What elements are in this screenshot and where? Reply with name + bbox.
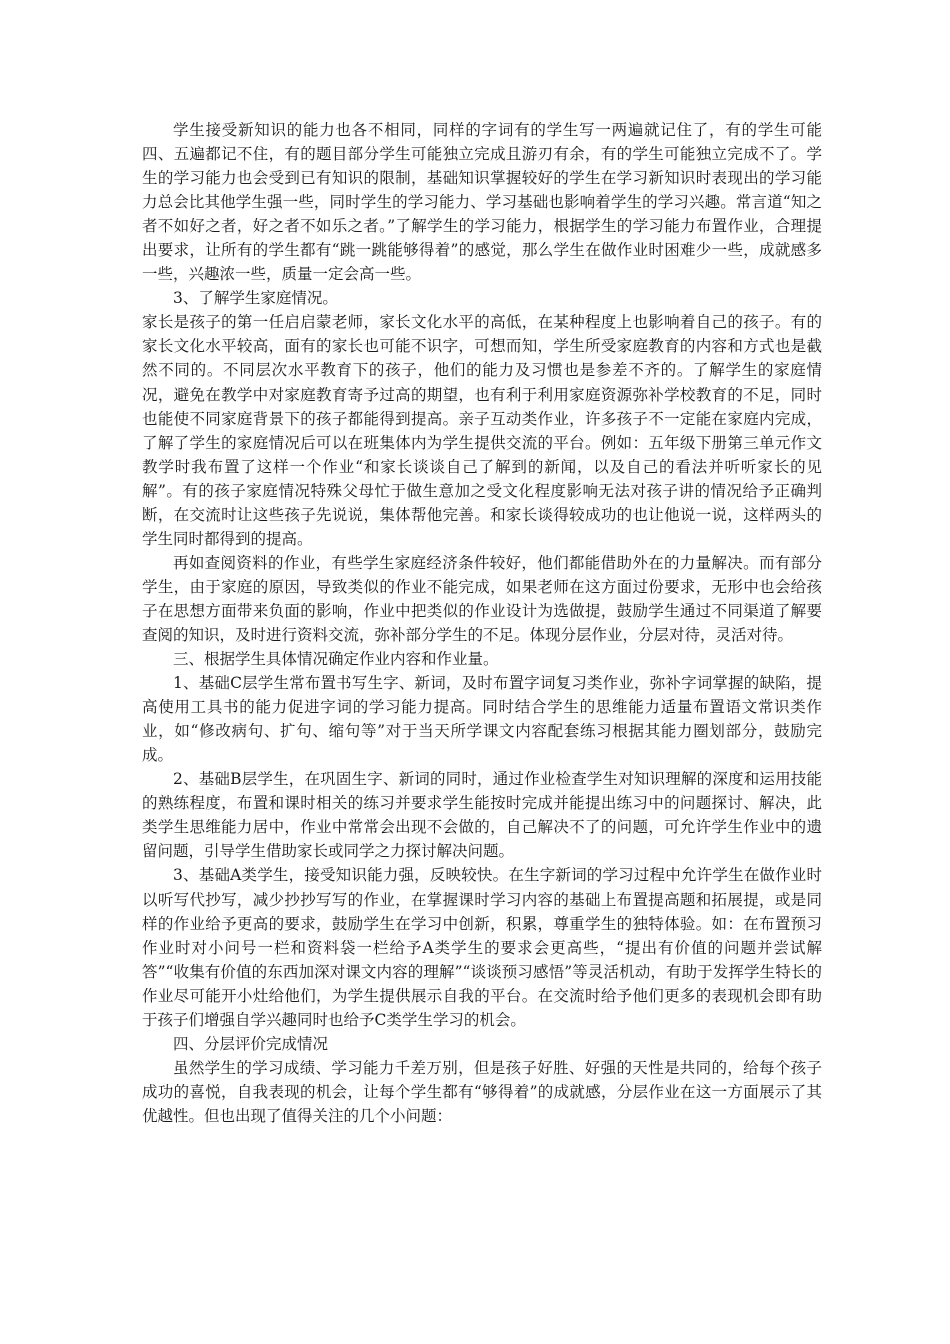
- paragraph: 2、基础B层学生，在巩固生字、新词的同时，通过作业检查学生对知识理解的深度和运用技能的熟练程度，布置和课时相关的练习并要求学生能按时完成并能提出练习中的问题探讨、解决，此类学生思维能力居中，作业中常常会出现不会做的，自己解决不了的问题，可允许学生作业中的遗留问题，引导学生借助家长或同学之力探讨解决问题。: [142, 770, 822, 861]
- section-heading: 三、根据学生具体情况确定作业内容和作业量。: [173, 650, 499, 669]
- paragraph: 1、基础C层学生常布置书写生字、新词，及时布置字词复习类作业，弥补字词掌握的缺陷，提高使用工具书的能力促进字词的学习能力提高。同时结合学生的思维能力适量布置语文常识类作业，如“修改病句、扩句、缩句等”对于当天所学课文内容配套练习根据其能力圈划部分，鼓励完成。: [142, 674, 822, 765]
- section-heading: 3、了解学生家庭情况。: [173, 289, 338, 308]
- document-page: [142, 118, 822, 1128]
- paragraph: 3、基础A类学生，接受知识能力强，反映较快。在生字新词的学习过程中允许学生在做作业时以听写代抄写，减少抄抄写写的作业，在掌握课时学习内容的基础上布置提高题和拓展提，或是同样的作业给予更高的要求，鼓励学生在学习中创新，积累，尊重学生的独特体验。如：在布置预习作业时对小问号一栏和资料袋一栏给予A类学生的要求会更高些，“提出有价值的问题并尝试解答”“收集有价值的东西加深对课文内容的理解”“谈谈预习感悟”等灵活机动，有助于发挥学生特长的作业尽可能开小灶给他们，为学生提供展示自我的平台。在交流时给予他们更多的表现机会即有助于孩子们增强自学兴趣同时也给予C类学生学习的机会。: [142, 866, 822, 1029]
- paragraph: 虽然学生的学习成绩、学习能力千差万别，但是孩子好胜、好强的天性是共同的，给每个孩子成功的喜悦，自我表现的机会，让每个学生都有“够得着”的成就感，分层作业在这一方面展示了其优越性。但也出现了值得关注的几个小问题：: [142, 1058, 822, 1125]
- paragraph: 再如查阅资料的作业，有些学生家庭经济条件较好，他们都能借助外在的力量解决。而有部分学生，由于家庭的原因，导致类似的作业不能完成，如果老师在这方面过份要求，无形中也会给孩子在思想方面带来负面的影响，作业中把类似的作业设计为选做提，鼓励学生通过不同渠道了解要查阅的知识，及时进行资料交流，弥补部分学生的不足。体现分层作业，分层对待，灵活对待。: [142, 553, 822, 644]
- paragraph: 家长是孩子的第一任启启蒙老师，家长文化水平的高低，在某种程度上也影响着自己的孩子。有的家长文化水平较高，面有的家长也可能不识字，可想而知，学生所受家庭教育的内容和方式也是截然不同的。不同层次水平教育下的孩子，他们的能力及习惯也是参差不齐的。了解学生的家庭情况，避免在教学中对家庭教育寄予过高的期望，也有利于利用家庭资源弥补学校教育的不足，同时也能使不同家庭背景下的孩子都能得到提高。亲子互动类作业，许多孩子不一定能在家庭内完成，了解了学生的家庭情况后可以在班集体内为学生提供交流的平台。例如：五年级下册第三单元作文教学时我布置了这样一个作业“和家长谈谈自己了解到的新闻，以及自己的看法并听听家长的见解”。有的孩子家庭情况特殊父母忙于做生意加之受文化程度影响无法对孩子讲的情况给予正确判断，在交流时让这些孩子先说说，集体帮他完善。和家长谈得较成功的也让他说一说，这样两头的学生同时都得到的提高。: [142, 313, 822, 548]
- section-heading: 四、分层评价完成情况: [173, 1034, 329, 1053]
- paragraph: 学生接受新知识的能力也各不相同，同样的字词有的学生写一两遍就记住了，有的学生可能四、五遍都记不住，有的题目部分学生可能独立完成且游刃有余，有的学生可能独立完成不了。学生的学习能力也会受到已有知识的限制，基础知识掌握较好的学生在学习新知识时表现出的学习能力总会比其他学生强一些，同时学生的学习能力、学习基础也影响着学生的学习兴趣。常言道“知之者不如好之者，好之者不如乐之者。”了解学生的学习能力，根据学生的学习能力布置作业，合理提出要求，让所有的学生都有“跳一跳能够得着”的感觉，那么学生在做作业时困难少一些，成就感多一些，兴趣浓一些，质量一定会高一些。: [142, 121, 822, 284]
